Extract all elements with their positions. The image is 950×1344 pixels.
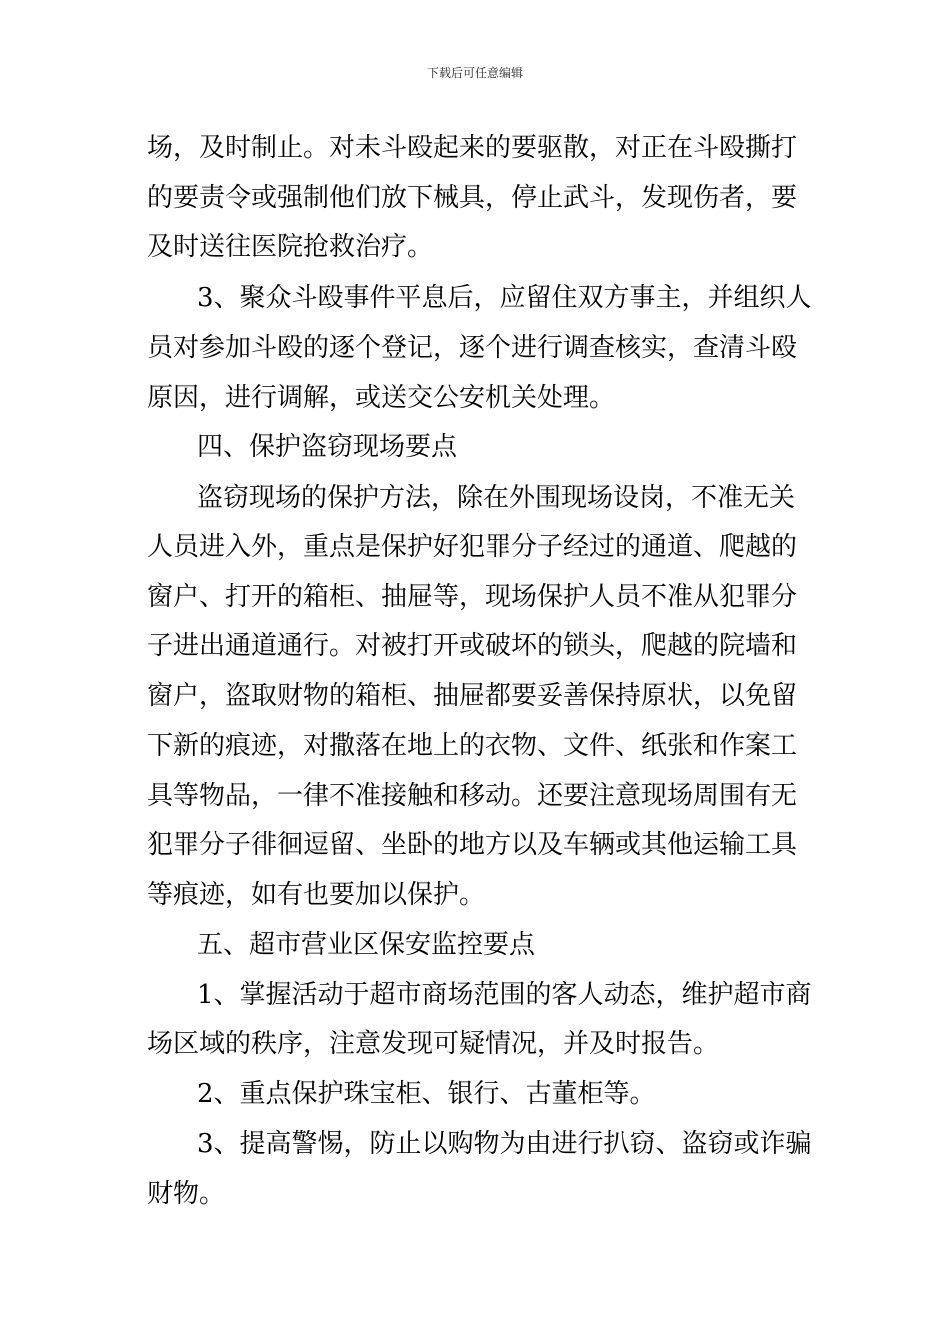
page-header: 下载后可任意编辑 [426,66,523,80]
text-line: 2、重点保护珠宝柜、银行、古董柜等。 [197,1079,656,1109]
text-line: 财物。 [147,1179,226,1209]
text-line: 窗户、打开的箱柜、抽屉等，现场保护人员不准从犯罪分 [147,582,798,612]
section-heading: 五、超市营业区保安监控要点 [197,930,536,960]
section-heading: 四、保护盗窃现场要点 [197,432,458,462]
text-line: 具等物品，一律不准接触和移动。还要注意现场周围有无 [147,781,798,811]
text-line: 场区域的秩序，注意发现可疑情况，并及时报告。 [147,1029,720,1059]
text-line: 盗窃现场的保护方法，除在外围现场设岗，不准无关 [197,483,796,513]
text-line: 原因，进行调解，或送交公安机关处理。 [147,383,616,413]
text-line: 员对参加斗殴的逐个登记，逐个进行调查核实，查清斗殴 [147,333,798,363]
text-line: 场，及时制止。对未斗殴起来的要驱散，对正在斗殴撕打 [147,133,798,163]
text-line: 下新的痕迹，对撒落在地上的衣物、文件、纸张和作案工 [147,731,798,761]
text-line: 3、提高警惕，防止以购物为由进行扒窃、盗窃或诈骗 [197,1129,812,1159]
text-line: 犯罪分子徘徊逗留、坐卧的地方以及车辆或其他运输工具 [147,830,798,860]
text-line: 等痕迹，如有也要加以保护。 [147,880,486,910]
text-line: 3、聚众斗殴事件平息后，应留住双方事主，并组织人 [197,283,812,313]
text-line: 的要责令或强制他们放下械具，停止武斗，发现伤者，要 [147,183,798,213]
text-line: 人员进入外，重点是保护好犯罪分子经过的通道、爬越的 [147,532,798,562]
text-line: 1、掌握活动于超市商场范围的客人动态，维护超市商 [197,980,812,1010]
text-line: 子进出通道通行。对被打开或破坏的锁头，爬越的院墙和 [147,631,798,661]
text-line: 窗户，盗取财物的箱柜、抽屉都要妥善保持原状，以免留 [147,681,798,711]
text-line: 及时送往医院抢救治疗。 [147,232,434,262]
